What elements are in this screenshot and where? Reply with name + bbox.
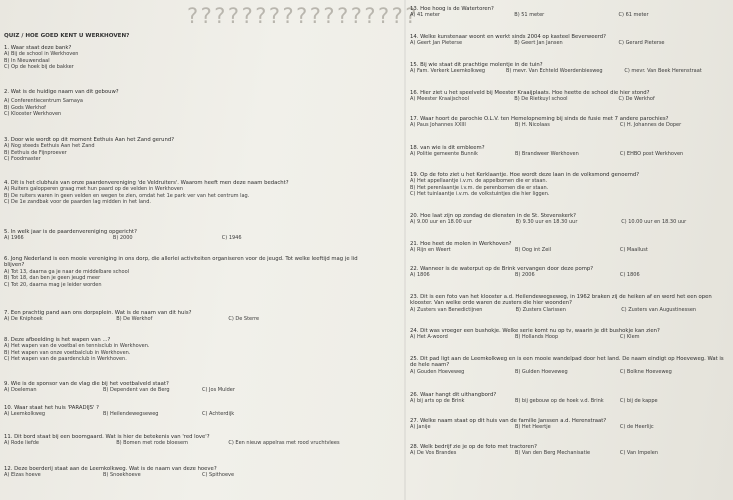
question-2: 2. Wat is de huidige naam van dit gebouw? A) Conferentiecentrum Samaya B) Gods Werkhof C) Klooster Werkhoven (4, 89, 119, 118)
question-8: 8. Deze afbeelding is het wapen van ...? A) Het wapen van de voetbal en tennisclub in Werkhoven. B) Het wapen van onze voetbalclub in Werkhoven. C) Het wapen van de paardenclub in Werkhoven. (4, 337, 150, 363)
banner-title: ????????????????? (186, 4, 418, 28)
question-1: 1. Waar staat deze bank? A) Bij de school in Werkhoven B) In Nieuwendaal C) Op de hoek bij de bakker (4, 45, 79, 71)
question-28: 28. Welk bedrijf zie je op de foto met tractoren? A) De Vos Brandes B) Van den Berg Mechanisatie C) Van Impelen (410, 444, 658, 457)
question-13: 13. Hoe hoog is de Watertoren? A) 41 meter B) 51 meter C) 61 meter (410, 6, 649, 19)
question-11: 11. Dit bord staat bij een boomgaard. Wat is hier de betekenis van 'red love'? A) Rode liefde B) Bomen met rode bloesem C) Een nieuw appelras met rood vruchtvlees (4, 434, 340, 447)
quiz-title: QUIZ / HOE GOED KENT U WERKHOVEN? (4, 33, 130, 39)
question-3: 3. Door wie wordt op dit moment Eethuis Aan het Zand gerund? A) Nog steeds Eethuis Aan het Zand B) Eethuis de Fijnproever C) Foodmaster (4, 137, 175, 163)
question-19: 19. Op de foto ziet u het Kerklaantje. Hoe wordt deze laan in de volksmond genoemd? A) Het appellaantje i.v.m. de appelbomen die er staan. B) Het perenlaantje i.v.m. de perenbomen die er staan. C) Het tuinlaantje i.v.m. de volkstuintjes die hier liggen. (410, 172, 640, 198)
question-23: 23. Dit is een foto van het klooster a.d. Heilendewegseweg, in 1962 braken zij de heiken af en werd het een open klooster. Van welke orde waren de zusters die hier woonden? A) Zusters van Benedictijnen B) Zusters Clarissen C) Zusters van Augustinessen (410, 294, 712, 313)
question-15: 15. Bij wie staat dit prachtige molentje in de tuin? A) Fam. Verkerk Leemkolkweg B) mevr. Van Echteld Woerdenbiesweg C) mevr. Van Beek Herenstraat (410, 62, 702, 75)
question-24: 24. Dit was vroeger een bushokje. Welke serie komt nu op tv, waarin je dit bushokje kan zien? A) Het A-woord B) Hollands Hoop C) Klem (410, 328, 660, 341)
question-20: 20. Hoe laat zijn op zondag de diensten in de St. Stevenskerk? A) 9.00 uur en 18.00 uur B) 9.30 uur en 18.30 uur C) 10.00 uur en 18.30 uur (410, 213, 687, 226)
question-17: 17. Waar hoort de parochie O.L.V. ten Hemelopneming bij sinds de fusie met 7 andere parochies? A) Paus Johannes XXIII B) H. Nicolaas C) H. Johannes de Doper (410, 116, 682, 129)
question-9: 9. Wie is de sponsor van de vlag die bij het voetbalveld staat? A) Doeleman B) Dependent van de Berg C) Jos Mulder (4, 381, 235, 394)
question-6: 6. Jong Nederland is een mooie vereniging in ons dorp, die allerlei activiteiten organiseren voor de jeugd. Tot welke leeftijd mag je lid blijven? A) Tot 13, daarna ga je naar de middelbare school B) Tot 18, dan ben je geen jeugd meer C) Tot 20, daarna mag je leider worden (4, 256, 358, 288)
question-26: 26. Waar hangt dit uithangbord? A) bij arts op de Brink B) bij gebouw op de hoek v.d. Brink C) bij de kappe (410, 392, 658, 405)
question-21: 21. Hoe heet de molen in Werkhoven? A) Rijn en Weert B) Oog int Zeil C) Maallust (410, 241, 648, 254)
question-12: 12. Deze boerderij staat aan de Leemkolkweg. Wat is de naam van deze hoeve? A) Elzas hoeve B) Snoekhoeve C) Spithoeve (4, 466, 235, 479)
question-25: 25. Dit pad ligt aan de Leemkolkweg en is een mooie wandelpad door het land. De naam eindigt op Hoeveweg. Wat is de hele naam? A) Gouden Hoeveweg B) Gulden Hoeveweg C) Bolkne Hoeveweg (410, 356, 724, 375)
question-5: 5. In welk jaar is de paardenvereniging opgericht? A) 1966 B) 2000 C) 1946 (4, 229, 242, 242)
fold-line (404, 0, 406, 500)
question-27: 27. Welke naam staat op dit huis van de familie Janssen a.d. Herenstraat? A) Janije B) Het Heertje C) de Heerlijc (410, 418, 654, 431)
question-10: 10. Waar staat het huis 'PARADIJS' ? A) Leemkolkweg B) Heilendewegseweg C) Achterdijk (4, 405, 235, 418)
question-22: 22. Wanneer is de waterput op de Brink vervangen door deze pomp? A) 1806 B) 2006 C) 1806 (410, 266, 640, 279)
question-18: 18. van wie is dit embleem? A) Politie gemeente Bunnik B) Brandweer Werkhoven C) EHBO post Werkhoven (410, 145, 684, 158)
question-14: 14. Welke kunstenaar woont en werkt sinds 2004 op kasteel Beverweerd? A) Geert Jan Pieterse B) Geert Jan Jansen C) Gerard Pieterse (410, 34, 665, 47)
question-7: 7. Een prachtig pand aan ons dorpsplein. Wat is de naam van dit huis? A) De Kniphoek B) De Werkhof C) De Sterre (4, 310, 260, 323)
question-16: 16. Hier ziet u het speelveld bij Meester Kraaijplaats. Hoe heette de school die hier stond? A) Meester Kraaijschool B) De Rietkuyl school C) De Werkhof (410, 90, 655, 103)
question-4: 4. Dit is het clubhuis van onze paardenvereniging 'de Veldruiters'. Waarom heeft men deze naam bedacht? A) Ruiters galopperen graag met hun paard op de velden in Werkhoven B) De ruiters waren in geen velden en wegen te zien, omdat het 1e park ver van het centrum lag. C) De 1e zandbak voor de paarden lag midden in het land. (4, 180, 289, 206)
